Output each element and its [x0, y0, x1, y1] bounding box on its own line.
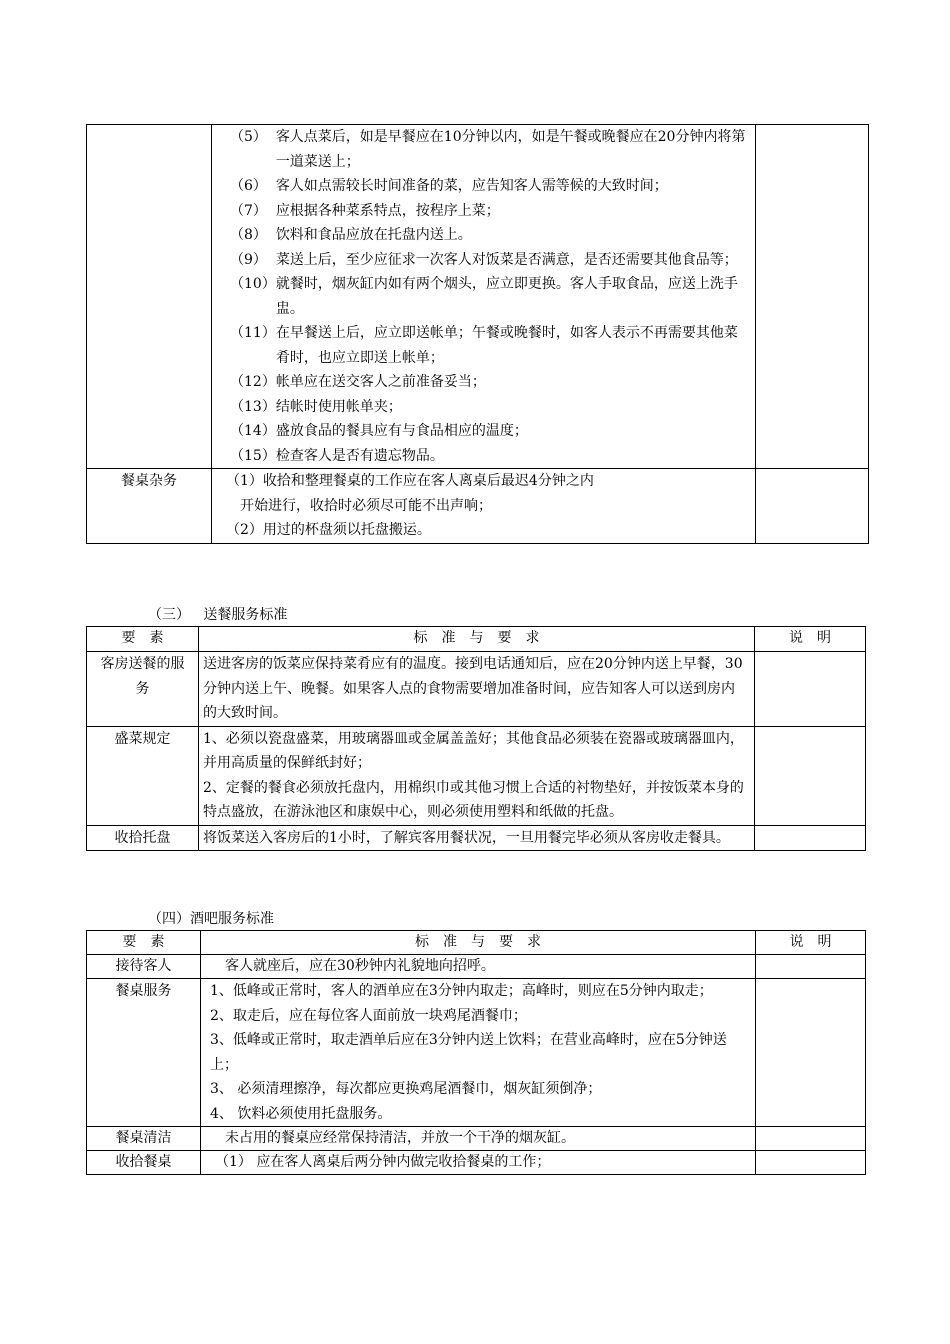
- table-row: [87, 955, 866, 979]
- requirements-cell: 1、低峰或正常时，客人的酒单应在3分钟内取走；高峰时，则应在5分钟内取走； 2、取走后，应在每位客人面前放一块鸡尾酒餐巾； 3、低峰或正常时，取走酒单后应在3分钟内送上饮料；在营业高峰时，应在5分钟送上； 3、 必须清理擦净，每次都应更换鸡尾酒餐巾，烟灰缸须倒净； 4、 饮料必须使用托盘服务。: [201, 979, 756, 1127]
- header-element: 要 素: [87, 627, 199, 652]
- element-cell: 餐桌杂务: [87, 469, 212, 544]
- table-row: [87, 979, 866, 1127]
- header-note: 说 明: [756, 931, 866, 955]
- requirements-cell: （1）收拾和整理餐桌的工作应在客人离桌后最迟4分钟之内 开始进行，收拾时必须尽可能不出声响； （2）用过的杯盘须以托盘搬运。: [212, 469, 756, 544]
- element-cell: 收拾托盘: [87, 825, 199, 851]
- header-requirements: 标 准 与 要 求: [201, 931, 756, 955]
- note-cell: [756, 955, 866, 979]
- table-row: [87, 825, 866, 851]
- note-cell: [756, 125, 869, 469]
- note-cell: [755, 652, 866, 727]
- list-item: （5） 客人点菜后，如是早餐应在10分钟以内，如是午餐或晚餐应在20分钟内将第一道菜送上；: [230, 129, 746, 170]
- element-cell: 餐桌清洁: [87, 1127, 201, 1151]
- table-row: [87, 1151, 866, 1175]
- note-cell: [756, 469, 869, 544]
- requirements-cell: 1、必须以瓷盘盛菜，用玻璃器皿或金属盖盖好；其他食品必须装在瓷器或玻璃器皿内，并用高质量的保鲜纸封好； 2、定餐的餐食必须放托盘内，用棉织巾或其他习惯上合适的衬物垫好，并按饭菜本身的特点盛放，在游泳池区和康娱中心，则必须使用塑料和纸做的托盘。: [199, 726, 755, 825]
- requirements-cell: 客人就座后，应在30秒钟内礼貌地向招呼。: [201, 955, 756, 979]
- table-row: [87, 469, 869, 544]
- note-cell: [755, 825, 866, 851]
- header-note: 说 明: [755, 627, 866, 652]
- table-row: [87, 652, 866, 727]
- room-service-standards-table: [86, 626, 866, 851]
- section-heading: （四）酒吧服务标准: [148, 911, 274, 927]
- requirements-cell: 将饭菜送入客房后的1小时，了解宾客用餐状况，一旦用餐完毕必须从客房收走餐具。: [199, 825, 755, 851]
- list-item: （8） 饮料和食品应放在托盘内送上。: [230, 227, 472, 243]
- list-item: （13） 结帐时使用帐单夹；: [230, 398, 402, 415]
- requirements-cell: （1） 应在客人离桌后两分钟内做完收拾餐桌的工作；: [201, 1151, 756, 1175]
- element-cell: 餐桌服务: [87, 979, 201, 1127]
- table-header-row: [87, 627, 866, 652]
- list-item: （15） 检查客人是否有遗忘物品。: [230, 447, 444, 464]
- requirements-cell: 未占用的餐桌应经常保持清洁，并放一个干净的烟灰缸。: [201, 1127, 756, 1151]
- list-item: （11） 在早餐送上后，应立即送帐单；午餐或晚餐时，如客人表示不再需要其他菜肴时，也应立即送上帐单；: [230, 325, 738, 366]
- table-row: [87, 1127, 866, 1151]
- element-cell: 接待客人: [87, 955, 201, 979]
- table-row: [87, 125, 869, 469]
- list-item: （6） 客人如点需较长时间准备的菜，应告知客人需等候的大致时间；: [230, 178, 668, 194]
- element-cell: 收拾餐桌: [87, 1151, 201, 1175]
- table-header-row: [87, 931, 866, 955]
- header-requirements: 标 准 与 要 求: [199, 627, 755, 652]
- requirements-cell: 送进客房的饭菜应保持菜肴应有的温度。接到电话通知后，应在20分钟内送上早餐，30分钟内送上午、晚餐。如果客人点的食物需要增加准备时间，应告知客人可以送到房内的大致时间。: [199, 652, 755, 727]
- note-cell: [756, 979, 866, 1127]
- note-cell: [755, 726, 866, 825]
- note-cell: [756, 1127, 866, 1151]
- list-item: （10） 就餐时，烟灰缸内如有两个烟头，应立即更换。客人手取食品，应送上洗手盅。: [230, 276, 738, 317]
- element-cell: [87, 125, 212, 469]
- list-item: （14） 盛放食品的餐具应有与食品相应的温度；: [230, 423, 528, 439]
- note-cell: [756, 1151, 866, 1175]
- list-item: （7） 应根据各种菜系特点，按程序上菜；: [230, 202, 500, 219]
- bar-service-standards-table: [86, 930, 866, 1175]
- section-heading: （三） 送餐服务标准: [148, 607, 288, 623]
- table-row: [87, 726, 866, 825]
- list-item: （9） 菜送上后，至少应征求一次客人对饭菜是否满意，是否还需要其他食品等；: [230, 251, 738, 268]
- requirements-cell: [212, 125, 756, 469]
- header-element: 要 素: [87, 931, 201, 955]
- element-cell: 盛菜规定: [87, 726, 199, 825]
- element-cell: 客房送餐的服务: [87, 652, 199, 727]
- list-item: （12） 帐单应在送交客人之前准备妥当；: [230, 374, 486, 390]
- service-standards-table-continued: [86, 124, 869, 544]
